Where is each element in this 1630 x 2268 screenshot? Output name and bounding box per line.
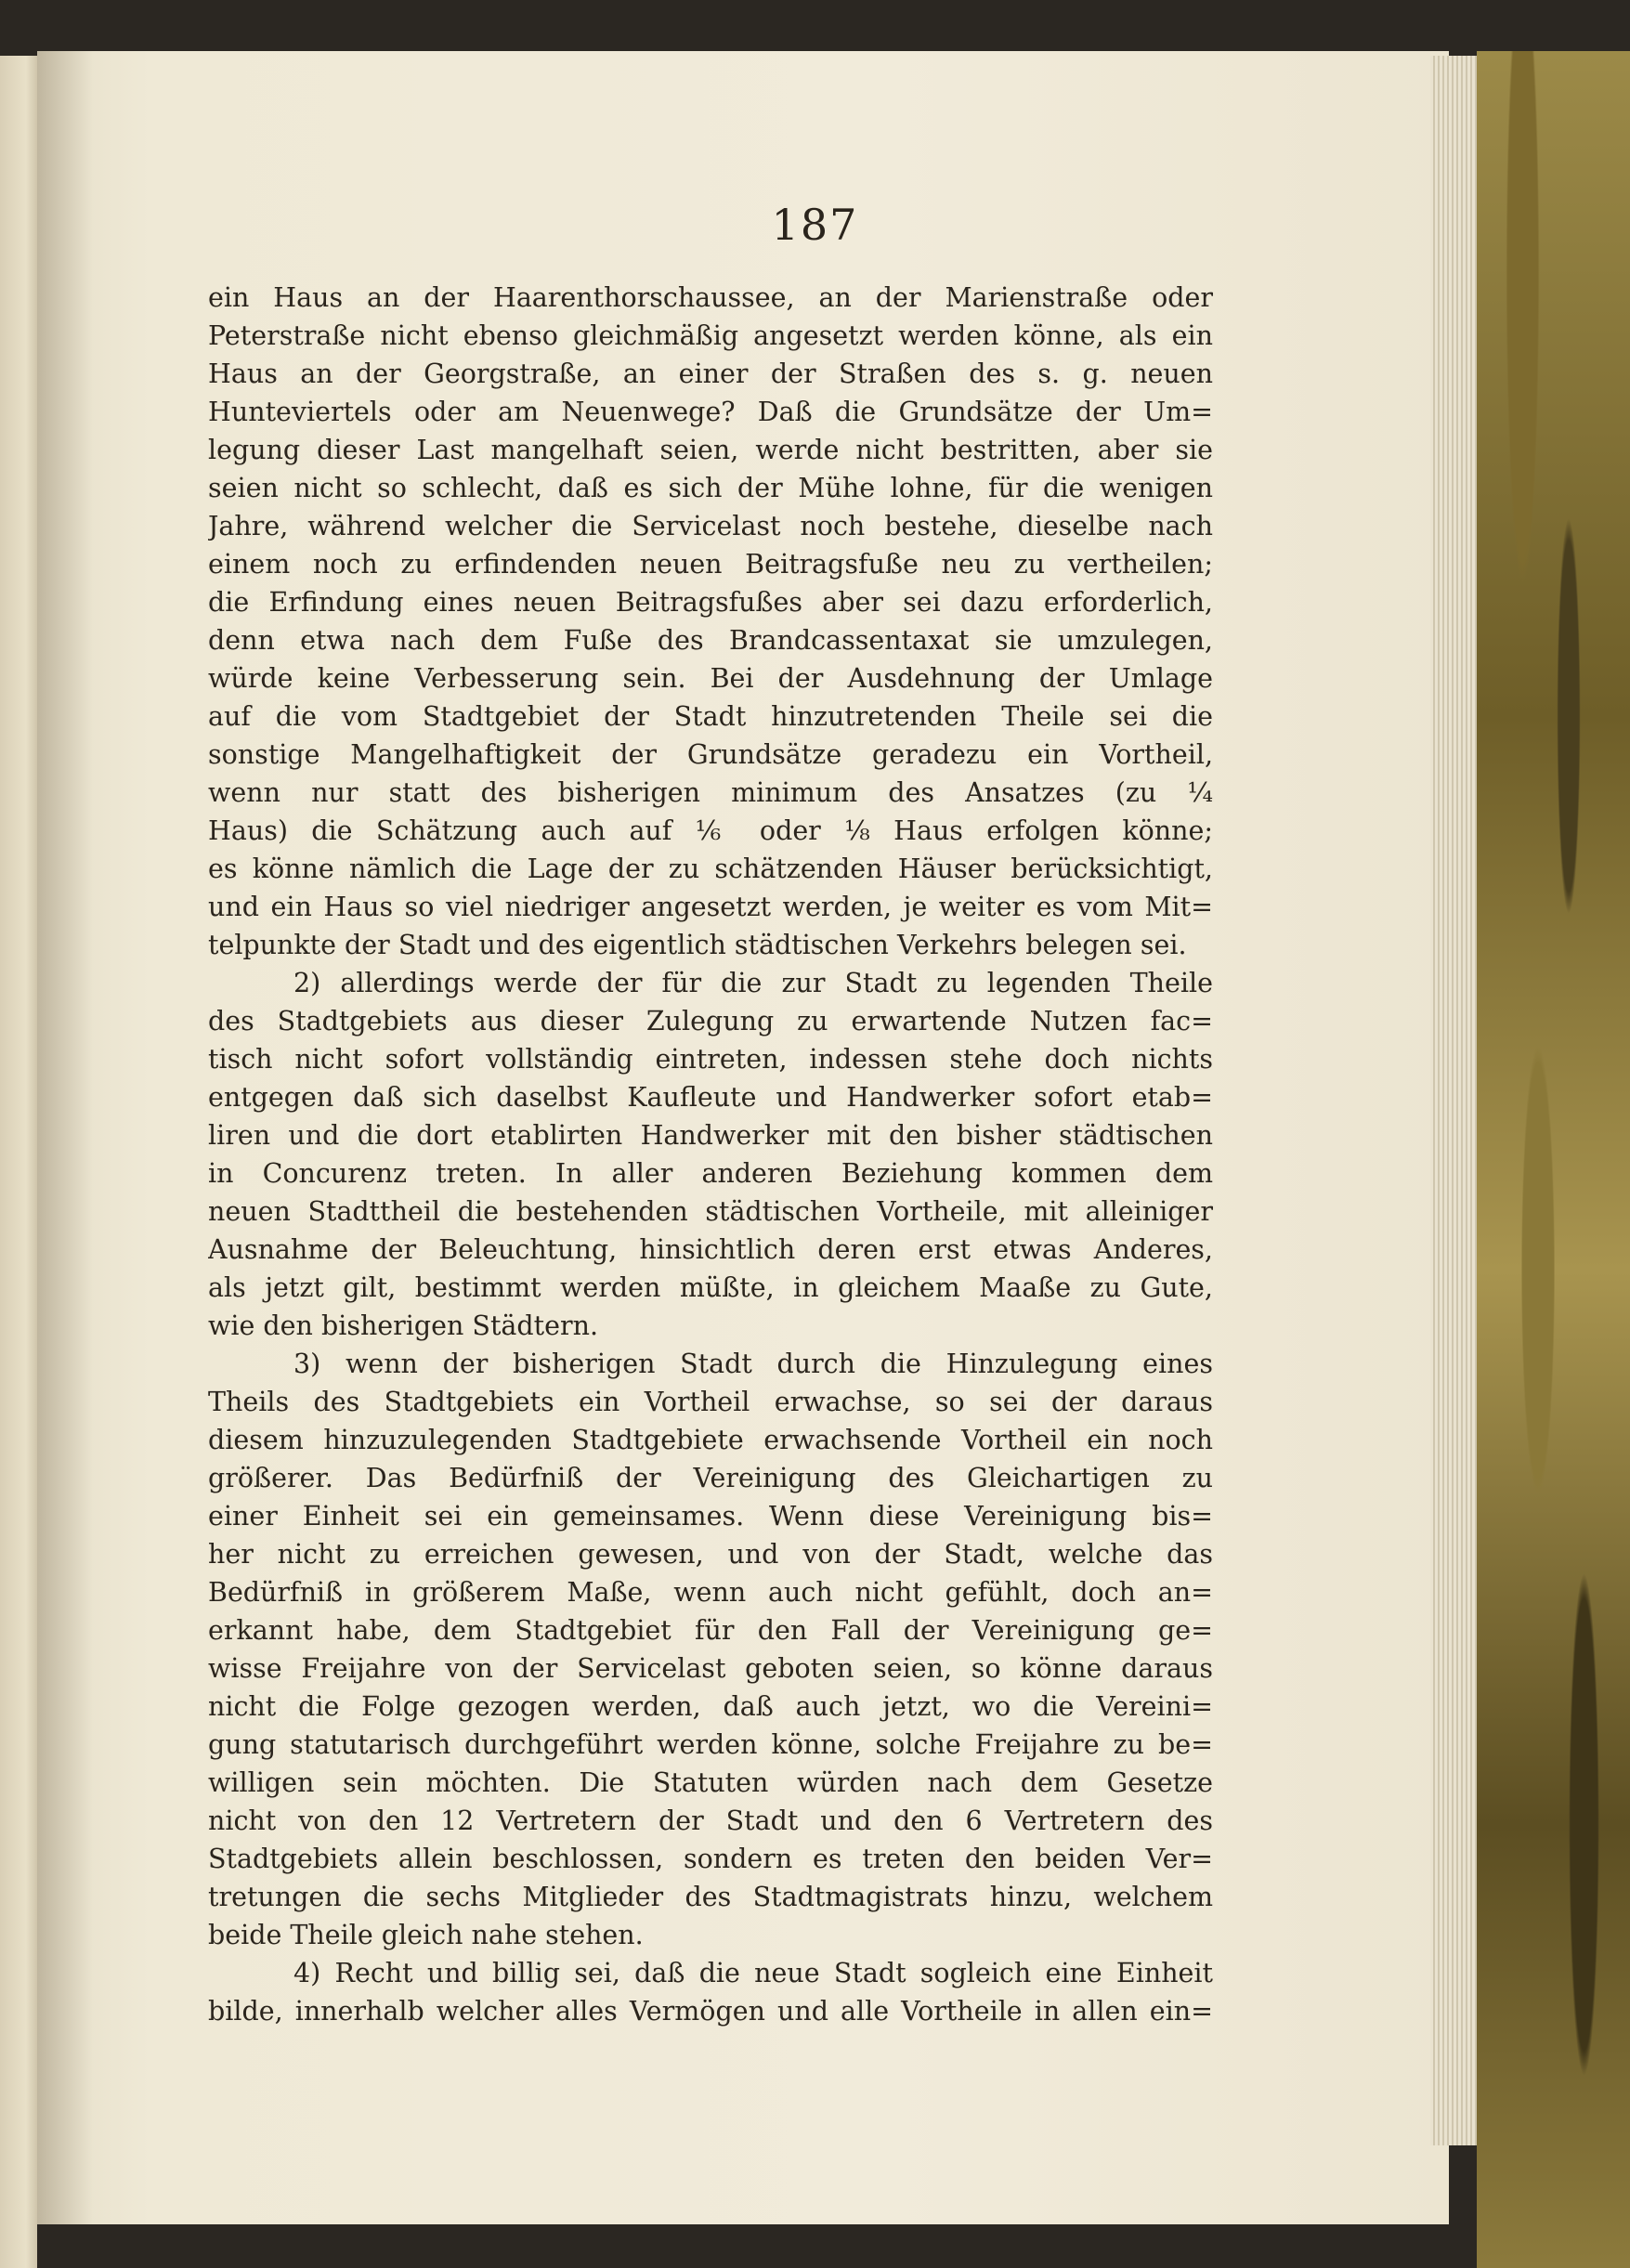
text-line: in Concurenz treten. In aller anderen Beziehung kommen dem xyxy=(208,1158,1213,1189)
text-line: Haus) die Schätzung auch auf ⅙ oder ⅛ Haus erfolgen könne; xyxy=(208,815,1213,846)
text-line: neuen Stadttheil die bestehenden städtischen Vortheile, mit alleiniger xyxy=(208,1196,1213,1227)
spine-shadow xyxy=(37,51,93,2224)
text-line: tisch nicht sofort vollständig eintreten, indessen stehe doch nichts xyxy=(208,1044,1213,1075)
text-line: Jahre, während welcher die Servicelast noch bestehe, dieselbe nach xyxy=(208,511,1213,541)
text-line: seien nicht so schlecht, daß es sich der Mühe lohne, für die wenigen xyxy=(208,473,1213,503)
text-line: wisse Freijahre von der Servicelast geboten seien, so könne daraus xyxy=(208,1653,1213,1684)
text-line: telpunkte der Stadt und des eigentlich städtischen Verkehrs belegen sei. xyxy=(208,930,1187,960)
text-line: erkannt habe, dem Stadtgebiet für den Fall der Vereinigung ge= xyxy=(208,1615,1213,1646)
text-line: Hunteviertels oder am Neuenwege? Daß die Grundsätze der Um= xyxy=(208,397,1213,427)
text-line: 3) wenn der bisherigen Stadt durch die Hinzulegung eines xyxy=(293,1349,1213,1379)
text-line: wie den bisherigen Städtern. xyxy=(208,1310,598,1341)
text-line: her nicht zu erreichen gewesen, und von der Stadt, welche das xyxy=(208,1539,1213,1570)
text-line: beide Theile gleich nahe stehen. xyxy=(208,1920,644,1950)
body-text xyxy=(208,279,1213,2030)
text-line: bilde, innerhalb welcher alles Vermögen und alle Vortheile in allen ein= xyxy=(208,1996,1213,2027)
text-line: Bedürfniß in größerem Maße, wenn auch nicht gefühlt, doch an= xyxy=(208,1577,1213,1608)
page-number: 187 xyxy=(771,200,859,250)
text-line: ein Haus an der Haarenthorschaussee, an der Marienstraße oder xyxy=(208,282,1213,313)
text-line: als jetzt gilt, bestimmt werden müßte, in gleichem Maaße zu Gute, xyxy=(208,1272,1213,1303)
left-page-edge xyxy=(0,56,37,2268)
text-line: entgegen daß sich daselbst Kaufleute und Handwerker sofort etab= xyxy=(208,1082,1213,1113)
text-line: wenn nur statt des bisherigen minimum des Ansatzes (zu ¼ xyxy=(208,777,1213,808)
text-line: Peterstraße nicht ebenso gleichmäßig angesetzt werden könne, als ein xyxy=(208,320,1213,351)
text-line: größerer. Das Bedürfniß der Vereinigung des Gleichartigen zu xyxy=(208,1463,1213,1493)
marbled-cover xyxy=(1477,51,1630,2268)
text-line: auf die vom Stadtgebiet der Stadt hinzutretenden Theile sei die xyxy=(208,701,1213,732)
text-line: und ein Haus so viel niedriger angesetzt werden, je weiter es vom Mit= xyxy=(208,892,1213,922)
text-line: Theils des Stadtgebiets ein Vortheil erwachse, so sei der daraus xyxy=(208,1387,1213,1417)
text-line: des Stadtgebiets aus dieser Zulegung zu erwartende Nutzen fac= xyxy=(208,1006,1213,1036)
text-line: nicht die Folge gezogen werden, daß auch jetzt, wo die Vereini= xyxy=(208,1691,1213,1722)
text-line: Ausnahme der Beleuchtung, hinsichtlich deren erst etwas Anderes, xyxy=(208,1234,1213,1265)
text-line: 2) allerdings werde der für die zur Stadt zu legenden Theile xyxy=(293,968,1213,998)
text-line: liren und die dort etablirten Handwerker mit den bisher städtischen xyxy=(208,1120,1213,1151)
text-line: sonstige Mangelhaftigkeit der Grundsätze geradezu ein Vortheil, xyxy=(208,739,1213,770)
text-line: einem noch zu erfindenden neuen Beitragsfuße neu zu vertheilen; xyxy=(208,549,1213,580)
text-line: die Erfindung eines neuen Beitragsfußes aber sei dazu erforderlich, xyxy=(208,587,1213,618)
text-line: tretungen die sechs Mitglieder des Stadtmagistrats hinzu, welchem xyxy=(208,1882,1213,1912)
text-line: gung statutarisch durchgeführt werden könne, solche Freijahre zu be= xyxy=(208,1729,1213,1760)
text-line: Haus an der Georgstraße, an einer der Straßen des s. g. neuen xyxy=(208,358,1213,389)
text-line: Stadtgebiets allein beschlossen, sondern es treten den beiden Ver= xyxy=(208,1844,1213,1874)
text-line: denn etwa nach dem Fuße des Brandcassentaxat sie umzulegen, xyxy=(208,625,1213,656)
text-line: 4) Recht und billig sei, daß die neue Stadt sogleich eine Einheit xyxy=(293,1958,1213,1988)
text-line: diesem hinzuzulegenden Stadtgebiete erwachsende Vortheil ein noch xyxy=(208,1425,1213,1455)
text-line: nicht von den 12 Vertretern der Stadt und den 6 Vertretern des xyxy=(208,1805,1213,1836)
text-line: würde keine Verbesserung sein. Bei der Ausdehnung der Umlage xyxy=(208,663,1213,694)
text-line: willigen sein möchten. Die Statuten würden nach dem Gesetze xyxy=(208,1767,1213,1798)
text-line: einer Einheit sei ein gemeinsames. Wenn diese Vereinigung bis= xyxy=(208,1501,1213,1532)
text-line: legung dieser Last mangelhaft seien, werde nicht bestritten, aber sie xyxy=(208,435,1213,465)
text-line: es könne nämlich die Lage der zu schätzenden Häuser berücksichtigt, xyxy=(208,854,1213,884)
